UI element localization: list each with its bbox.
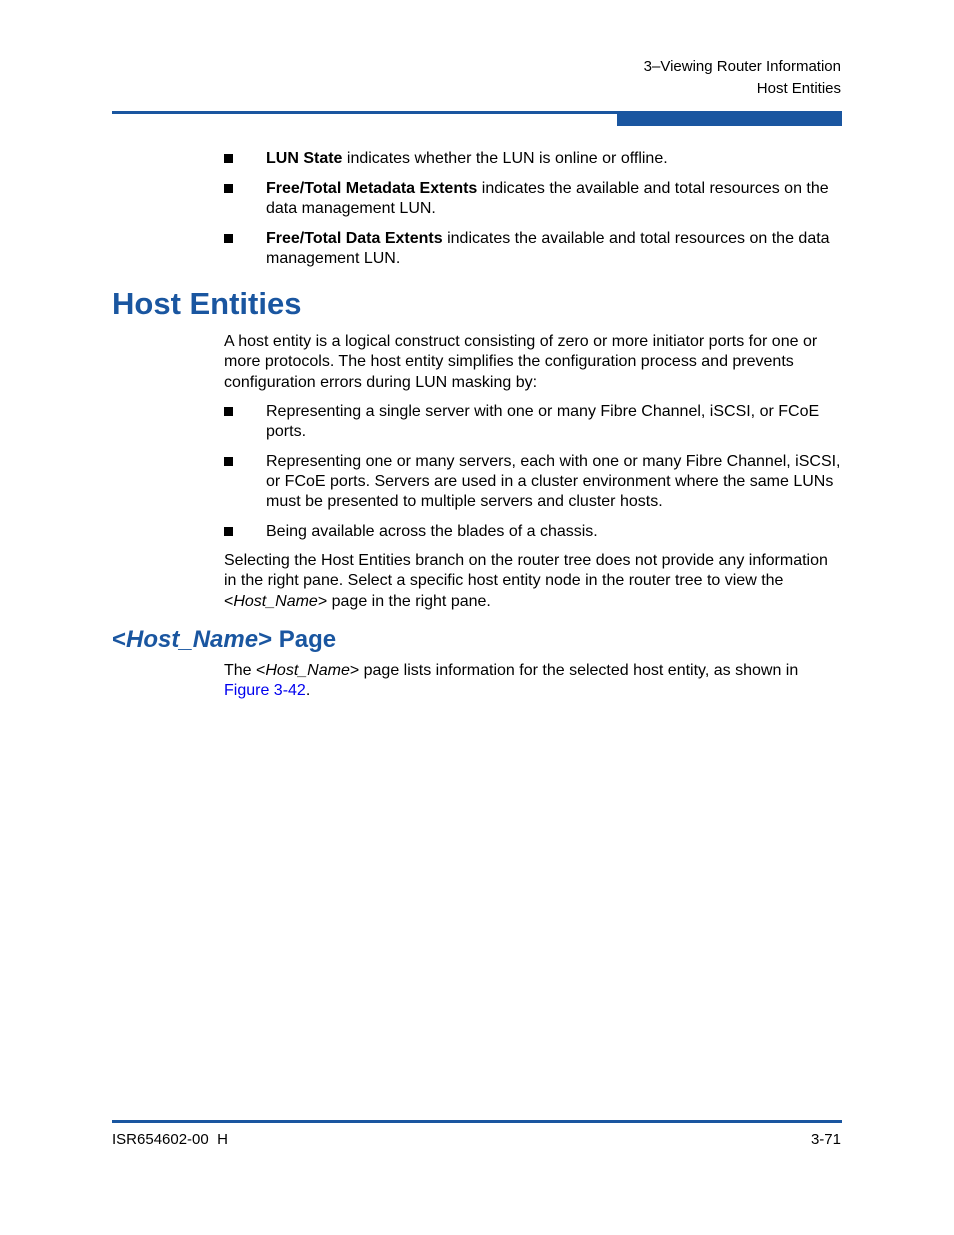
list-item bbox=[224, 179, 841, 219]
bullet-square-icon bbox=[224, 184, 233, 193]
running-header-chapter: 3–Viewing Router Information bbox=[643, 58, 841, 75]
list-item bbox=[224, 452, 841, 512]
subsection-paragraph: The <Host_Name> page lists information for the selected host entity, as shown in Figure 3-42. bbox=[224, 662, 799, 700]
running-header-section: Host Entities bbox=[756, 80, 841, 97]
term-description: indicates the available and total resources on the data management LUN. bbox=[266, 230, 830, 267]
list-item bbox=[224, 229, 841, 269]
placeholder-name: Host_Name bbox=[233, 592, 318, 610]
list-item bbox=[224, 149, 841, 169]
subsection-title: <Host_Name> Page bbox=[112, 626, 337, 653]
intro-paragraph: A host entity is a logical construct consisting of zero or more initiator ports for one or more protocols. The host entity simplifies the configuration process and prevents configuration errors during LUN masking by: bbox=[224, 333, 818, 391]
figure-link[interactable]: Figure 3-42 bbox=[224, 682, 306, 700]
footer-doc-id: ISR654602-00 H bbox=[112, 1131, 228, 1148]
header-accent-bar bbox=[617, 112, 842, 126]
bullet-square-icon bbox=[224, 234, 233, 243]
bullet-square-icon bbox=[224, 527, 233, 536]
footer-page-number: 3-71 bbox=[810, 1131, 841, 1148]
section-title: Host Entities bbox=[112, 286, 302, 321]
list-item-text: Being available across the blades of a chassis. bbox=[266, 523, 598, 540]
bullet-square-icon bbox=[224, 407, 233, 416]
term: Free/Total Data Extents bbox=[266, 230, 443, 247]
list-item-text: Representing one or many servers, each with one or many Fibre Channel, iSCSI, or FCoE ports. Servers are used in a cluster environment where the same LUNs must be presented to multiple servers and cluster hosts. bbox=[266, 453, 841, 510]
term-description: indicates whether the LUN is online or offline. bbox=[342, 150, 668, 167]
term: Free/Total Metadata Extents bbox=[266, 180, 478, 197]
list-item bbox=[224, 522, 841, 542]
placeholder-name: Host_Name bbox=[265, 662, 350, 679]
list-item bbox=[224, 402, 841, 442]
selecting-paragraph: Selecting the Host Entities branch on the router tree does not provide any information in the right pane. Select a specific host entity node in the router tree to view the <Host_Name> page in the right pane. bbox=[224, 552, 828, 610]
bullet-square-icon bbox=[224, 457, 233, 466]
term: LUN State bbox=[266, 150, 343, 167]
footer-rule bbox=[112, 1120, 842, 1123]
term-description: indicates the available and total resources on the data management LUN. bbox=[266, 180, 829, 217]
bullet-square-icon bbox=[224, 154, 233, 163]
list-item-text: Representing a single server with one or many Fibre Channel, iSCSI, or FCoE ports. bbox=[266, 403, 820, 440]
